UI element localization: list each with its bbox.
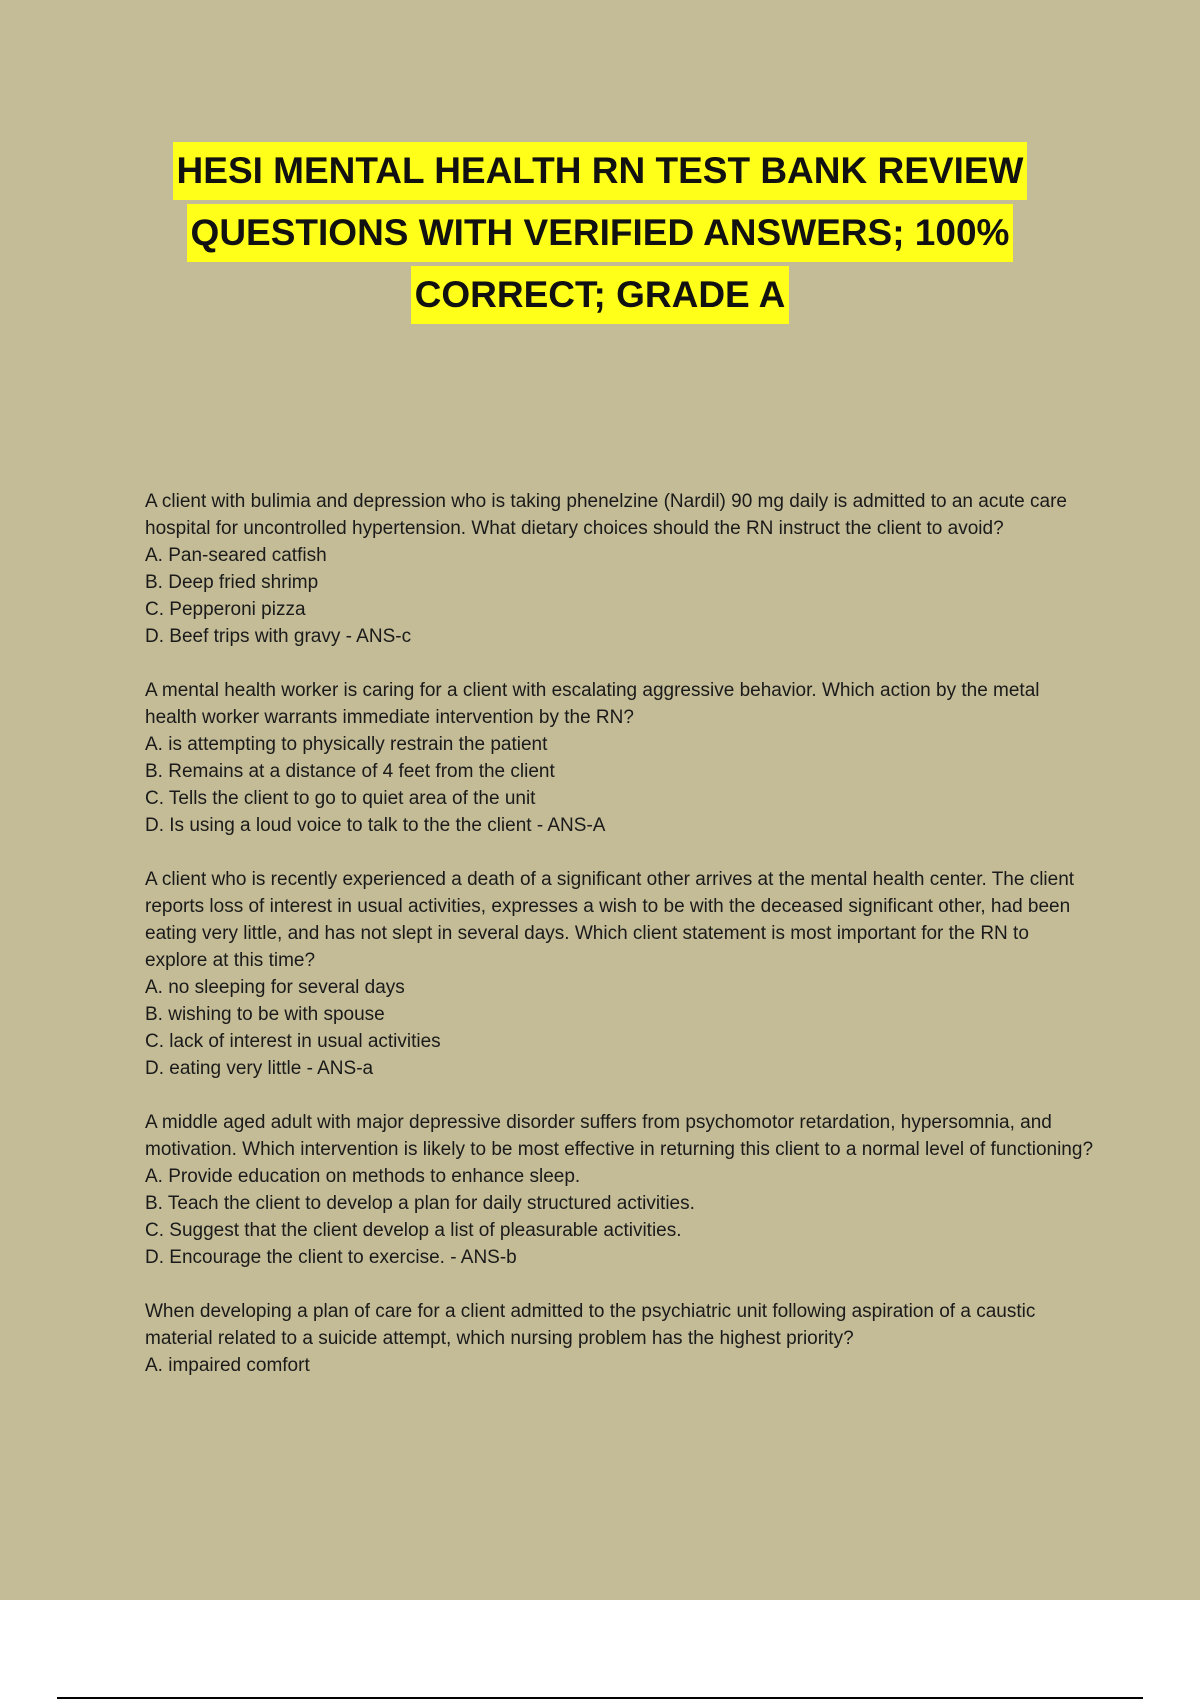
question-list: [145, 488, 1095, 1406]
answer-option-a: A. is attempting to physically restrain the patient: [145, 734, 548, 755]
answer-option-b: B. Deep fried shrimp: [145, 572, 319, 593]
answer-option-c: C. Pepperoni pizza: [145, 599, 306, 620]
title-line-2: QUESTIONS WITH VERIFIED ANSWERS; 100%: [187, 204, 1014, 262]
answer-option-d: D. Is using a loud voice to talk to the the client - ANS-A: [145, 815, 606, 836]
answer-options: [145, 1352, 1095, 1379]
answer-option-c: C. lack of interest in usual activities: [145, 1031, 441, 1052]
answer-option-c: C. Suggest that the client develop a list of pleasurable activities.: [145, 1220, 682, 1241]
answer-option-a: A. Pan-seared catfish: [145, 545, 327, 566]
question-stem: A client with bulimia and depression who is taking phenelzine (Nardil) 90 mg daily is admitted to an acute care hospital for uncontrolled hypertension. What dietary choices should the RN instruct the client to avoid?: [145, 491, 1067, 539]
answer-option-a: A. no sleeping for several days: [145, 977, 405, 998]
answer-options: [145, 542, 1095, 650]
question-1: [145, 488, 1095, 650]
question-2: [145, 677, 1095, 839]
answer-option-b: B. Remains at a distance of 4 feet from the client: [145, 761, 555, 782]
question-4: [145, 1109, 1095, 1271]
question-stem: A middle aged adult with major depressive disorder suffers from psychomotor retardation, hypersomnia, and motivation. Which intervention is likely to be most effective in returning this client to a normal level of functioning?: [145, 1112, 1094, 1160]
title-line-1: HESI MENTAL HEALTH RN TEST BANK REVIEW: [173, 142, 1028, 200]
answer-option-a: A. impaired comfort: [145, 1355, 310, 1376]
answer-option-d: D. eating very little - ANS-a: [145, 1058, 374, 1079]
answer-options: [145, 974, 1095, 1082]
title-line-3: CORRECT; GRADE A: [411, 266, 790, 324]
answer-options: [145, 1163, 1095, 1271]
answer-option-d: D. Encourage the client to exercise. - ANS-b: [145, 1247, 517, 1268]
answer-options: [145, 731, 1095, 839]
footer-divider: [57, 1697, 1143, 1699]
answer-option-c: C. Tells the client to go to quiet area of the unit: [145, 788, 536, 809]
question-stem: A client who is recently experienced a death of a significant other arrives at the mental health center. The client reports loss of interest in usual activities, expresses a wish to be with the deceased significant other, had been eating very little, and has not slept in several days. Which client statement is most important for the RN to explore at this time?: [145, 869, 1075, 971]
question-stem: A mental health worker is caring for a client with escalating aggressive behavior. Which action by the metal health worker warrants immediate intervention by the RN?: [145, 680, 1040, 728]
question-stem: When developing a plan of care for a client admitted to the psychiatric unit following aspiration of a caustic material related to a suicide attempt, which nursing problem has the highest priority?: [145, 1301, 1036, 1349]
answer-option-b: B. Teach the client to develop a plan for daily structured activities.: [145, 1193, 695, 1214]
question-3: [145, 866, 1095, 1082]
answer-option-b: B. wishing to be with spouse: [145, 1004, 385, 1025]
document-title: [100, 142, 1100, 328]
answer-option-d: D. Beef trips with gravy - ANS-c: [145, 626, 412, 647]
answer-option-a: A. Provide education on methods to enhance sleep.: [145, 1166, 581, 1187]
question-5: [145, 1298, 1095, 1379]
